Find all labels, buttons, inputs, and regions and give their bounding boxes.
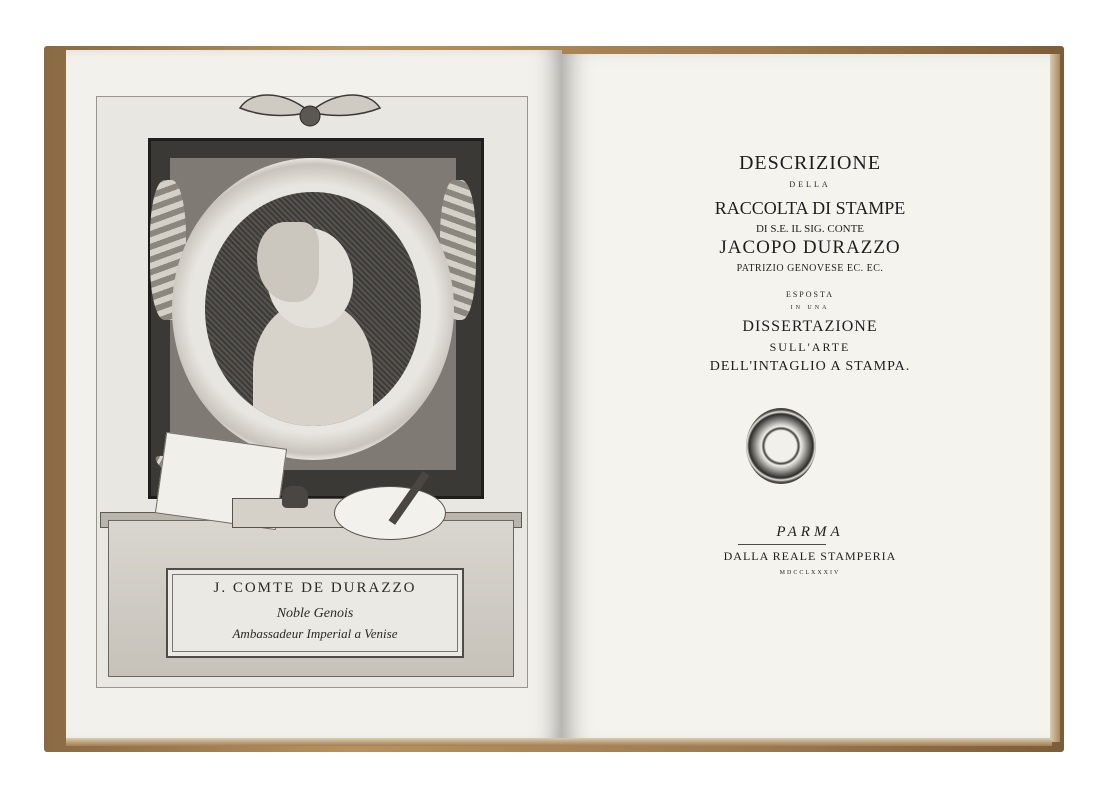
imprint-city: PARMA [776,524,844,540]
inscription-cartouche [166,568,464,658]
title-della: DELLA [789,180,831,189]
imprint-rule [738,544,826,545]
cartouche-office: Ambassadeur Imperial a Venise [232,626,398,641]
page-edge-bottom [66,738,1052,746]
portrait-wig [257,222,319,302]
inkpot [282,486,308,508]
armorial-seal-icon [746,408,816,484]
portrait-profile [205,192,421,426]
title-dissertazione: DISSERTAZIONE [742,318,878,335]
imprint-printer: DALLA REALE STAMPERIA [723,549,897,563]
cartouche-name: J. COMTE DE DURAZZO [213,580,417,596]
title-in-una: IN UNA [790,305,830,311]
title-sullarte: SULL'ARTE [769,340,851,354]
painter-palette [334,486,446,540]
imprint-year: MDCCLXXXIV [779,570,841,576]
title-patrizio: PATRIZIO GENOVESE EC. EC. [736,263,884,274]
title-intaglio: DELL'INTAGLIO A STAMPA. [709,359,911,374]
title-descrizione: DESCRIZIONE [738,152,882,174]
cartouche-title: Noble Genois [276,606,354,621]
title-raccolta: RACCOLTA DI STAMPE [714,198,906,218]
page-edge-right [1050,54,1060,742]
title-esposta: ESPOSTA [785,290,835,299]
ribbon-bow [230,88,390,136]
title-di-se: DI S.E. IL SIG. CONTE [755,223,865,235]
title-jacopo-durazzo: JACOPO DURAZZO [719,237,901,258]
